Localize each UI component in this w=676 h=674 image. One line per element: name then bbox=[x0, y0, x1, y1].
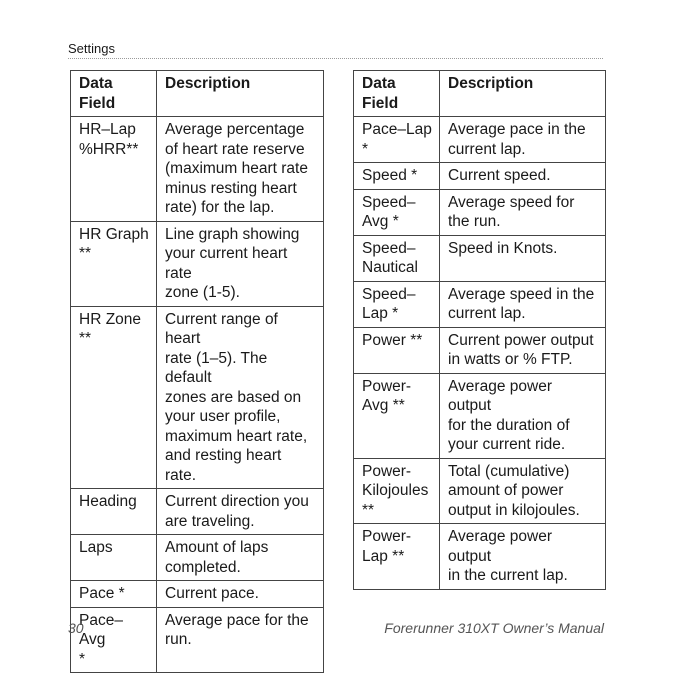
field-cell: Power- Kilojoules ** bbox=[354, 458, 440, 524]
table-row bbox=[71, 221, 324, 306]
table-row bbox=[71, 117, 324, 222]
field-cell: HR Graph ** bbox=[71, 221, 157, 306]
section-title: Settings bbox=[68, 41, 115, 56]
table-row bbox=[71, 535, 324, 581]
field-cell: Heading bbox=[71, 489, 157, 535]
column-header-field: Data Field bbox=[71, 71, 157, 117]
field-cell: Pace–Avg * bbox=[71, 607, 157, 673]
description-cell: Current range of heart rate (1–5). The default zones are based on your user profile, maximum heart rate, and resting heart rate. bbox=[157, 306, 324, 489]
field-cell: Power- Avg ** bbox=[354, 373, 440, 458]
description-cell: Average power output in the current lap. bbox=[440, 524, 606, 590]
table-row bbox=[354, 117, 606, 163]
description-cell: Line graph showing your current heart rate zone (1-5). bbox=[157, 221, 324, 306]
table-header-row bbox=[354, 71, 606, 117]
field-cell: Pace * bbox=[71, 581, 157, 608]
field-cell: Speed– Lap * bbox=[354, 281, 440, 327]
field-cell: Speed– Nautical bbox=[354, 235, 440, 281]
description-cell: Amount of laps completed. bbox=[157, 535, 324, 581]
field-cell: Speed– Avg * bbox=[354, 189, 440, 235]
field-cell: Pace–Lap * bbox=[354, 117, 440, 163]
description-cell: Speed in Knots. bbox=[440, 235, 606, 281]
description-cell: Average pace in the current lap. bbox=[440, 117, 606, 163]
table-row bbox=[354, 327, 606, 373]
table-row bbox=[71, 306, 324, 489]
manual-title: Forerunner 310XT Owner’s Manual bbox=[384, 620, 604, 636]
field-cell: Power- Lap ** bbox=[354, 524, 440, 590]
table-row bbox=[71, 607, 324, 673]
field-cell: HR Zone ** bbox=[71, 306, 157, 489]
table-row bbox=[71, 489, 324, 535]
data-fields-table-left bbox=[70, 70, 324, 673]
table-row bbox=[354, 163, 606, 190]
table-row bbox=[354, 373, 606, 458]
table-row bbox=[354, 281, 606, 327]
description-cell: Current direction you are traveling. bbox=[157, 489, 324, 535]
field-cell: Speed * bbox=[354, 163, 440, 190]
column-header-field: Data Field bbox=[354, 71, 440, 117]
table-row bbox=[354, 458, 606, 524]
description-cell: Total (cumulative) amount of power output in kilojoules. bbox=[440, 458, 606, 524]
description-cell: Average speed in the current lap. bbox=[440, 281, 606, 327]
description-cell: Average percentage of heart rate reserve (maximum heart rate minus resting heart rate) for the lap. bbox=[157, 117, 324, 222]
table-header-row bbox=[71, 71, 324, 117]
data-fields-table-right bbox=[353, 70, 606, 590]
description-cell: Average speed for the run. bbox=[440, 189, 606, 235]
table-row bbox=[354, 235, 606, 281]
field-cell: HR–Lap %HRR** bbox=[71, 117, 157, 222]
field-cell: Power ** bbox=[354, 327, 440, 373]
description-cell: Current pace. bbox=[157, 581, 324, 608]
header-divider bbox=[68, 58, 603, 59]
description-cell: Average power output for the duration of your current ride. bbox=[440, 373, 606, 458]
field-cell: Laps bbox=[71, 535, 157, 581]
description-cell: Current power output in watts or % FTP. bbox=[440, 327, 606, 373]
table-row bbox=[71, 581, 324, 608]
table-row bbox=[354, 189, 606, 235]
description-cell: Average pace for the run. bbox=[157, 607, 324, 673]
table-row bbox=[354, 524, 606, 590]
page-number: 30 bbox=[68, 620, 84, 636]
column-header-description: Description bbox=[440, 71, 606, 117]
column-header-description: Description bbox=[157, 71, 324, 117]
description-cell: Current speed. bbox=[440, 163, 606, 190]
